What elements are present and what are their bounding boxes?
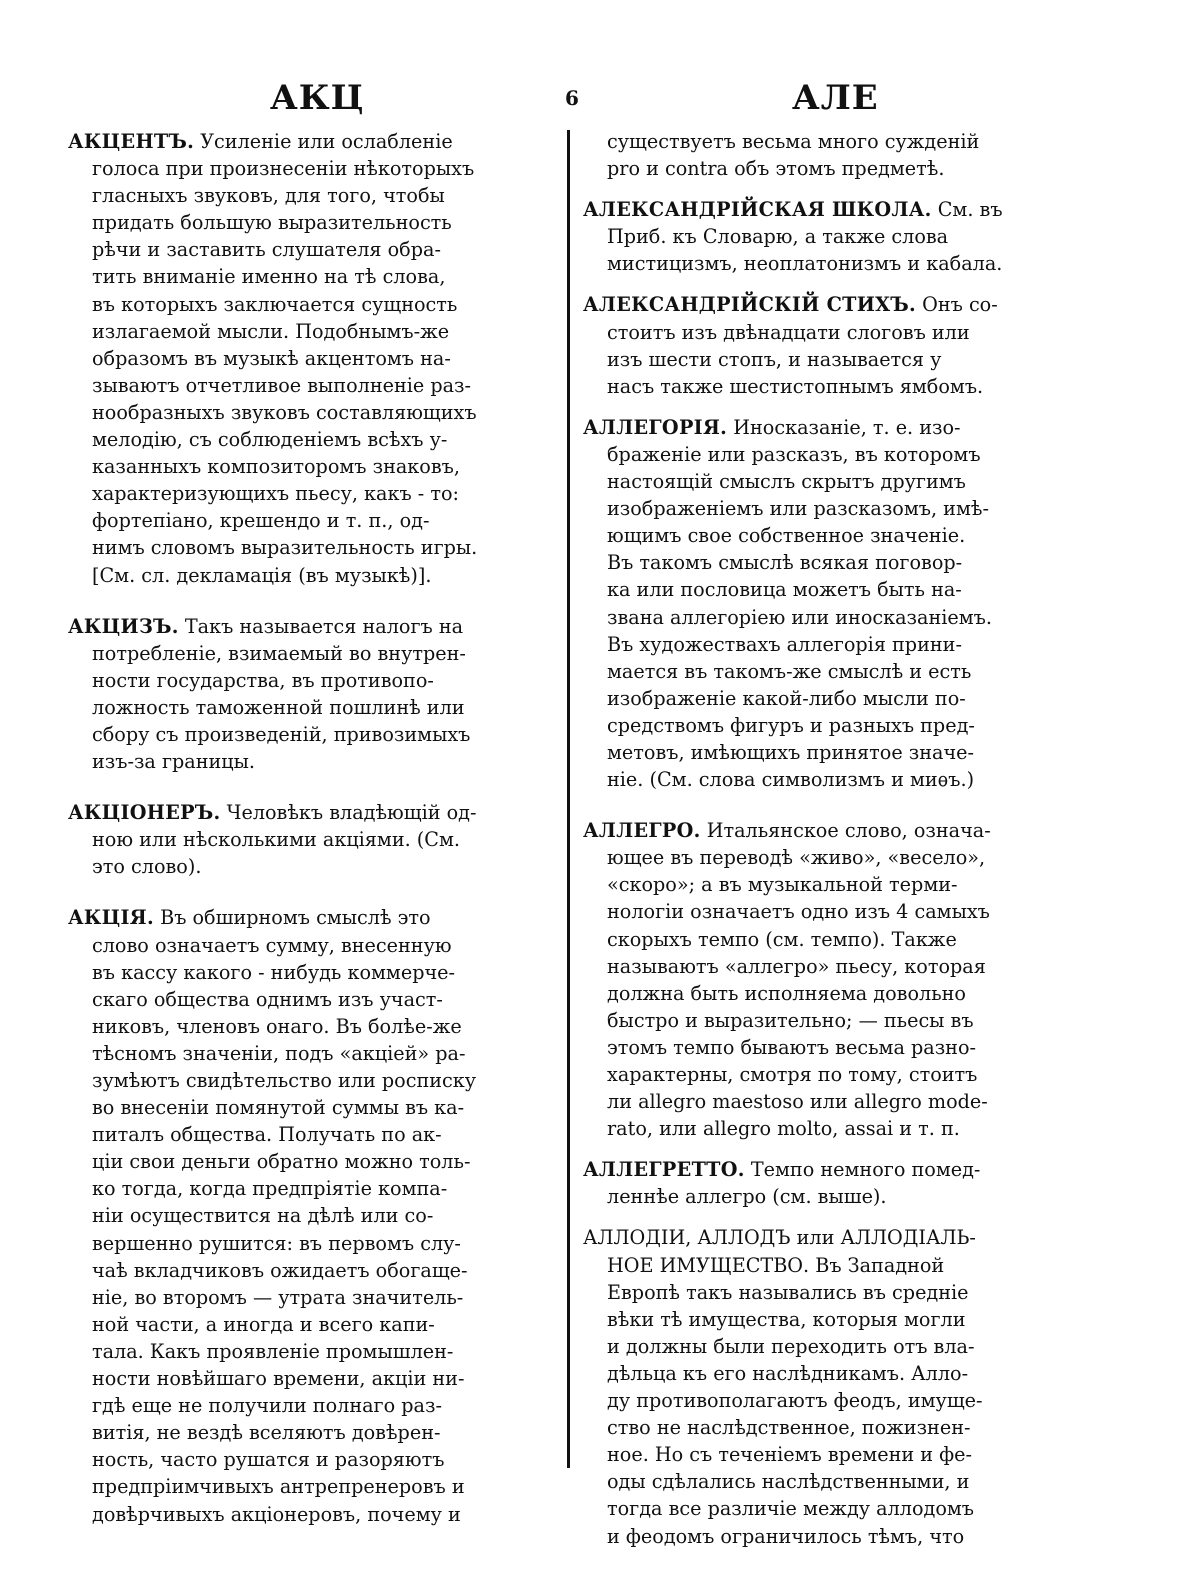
entry-line: настоящій смыслъ скрытъ другимъ	[607, 470, 966, 494]
entry-akciya	[68, 904, 558, 1527]
entry-line: насъ также шестистопнымъ ямбомъ.	[607, 374, 984, 398]
entry-line: АЛЛЕГРО. Итальянское слово, означа-	[583, 819, 991, 843]
entry-line: rato, или allegro molto, assai и т. п.	[607, 1117, 960, 1141]
entry-line: нологіи означаетъ одно изъ 4 самыхъ	[607, 900, 990, 924]
entry-line: АКЦИЗЪ. Такъ называется налогъ на	[68, 614, 464, 638]
entry-line: АКЦІОНЕРЪ. Человѣкъ владѣющій од-	[68, 801, 477, 825]
entry-line: тала. Какъ проявленіе промышлен-	[92, 1339, 454, 1363]
entry-akcent	[68, 128, 558, 589]
entry-line: изъ шести стопъ, и называется у	[607, 347, 942, 371]
entry-aleksandr-shkola	[583, 196, 1073, 277]
entry-line: скорыхъ темпо (см. темпо). Также	[607, 927, 957, 951]
entry-line: зумѣютъ свидѣтельство или росписку	[92, 1069, 477, 1092]
entry-line: вѣки тѣ имущества, которыя могли	[607, 1307, 966, 1331]
column-divider	[567, 130, 570, 1468]
entry-line: нимъ словомъ выразительность игры.	[92, 536, 478, 560]
entry-line: АЛЛОДІИ, АЛЛОДЪ или АЛЛОДІАЛЬ-	[583, 1226, 976, 1250]
entry-line: ли allegro maestoso или allegro mode-	[607, 1090, 988, 1114]
entry-line: излагаемой мысли. Подобнымъ-же	[92, 319, 450, 343]
entry-line: и феодомъ ограничилось тѣмъ, что	[607, 1524, 965, 1548]
entry-akcioner	[68, 799, 558, 880]
entry-line: Въ такомъ смыслѣ всякая поговор-	[607, 551, 963, 575]
entry-line: звана аллегоріею или иносказаніемъ.	[607, 605, 992, 629]
entry-line: гдѣ еще не получили полнаго раз-	[92, 1394, 442, 1418]
entry-line: Европѣ такъ назывались въ средніе	[607, 1280, 969, 1304]
entry-line: быстро и выразительно; — пьесы въ	[607, 1008, 974, 1032]
entry-line: [См. сл. декламація (въ музыкѣ)].	[92, 563, 432, 587]
entry-line: мается въ такомъ-же смыслѣ и есть	[607, 659, 972, 683]
running-head-right: АЛЕ	[792, 78, 879, 118]
right-column	[583, 128, 1073, 1550]
entry-line: ніе, во второмъ — утрата значитель-	[92, 1285, 464, 1309]
entry-line: «скоро»; а въ музыкальной терми-	[607, 873, 958, 897]
entry-line: называютъ «аллегро» пьесу, которая	[607, 954, 986, 978]
entry-line: ность, часто рушатся и разоряютъ	[92, 1448, 445, 1472]
entry-line: тить вниманіе именно на тѣ слова,	[92, 265, 446, 289]
entry-line: ющимъ свое собственное значеніе.	[607, 524, 966, 548]
entry-line: зываютъ отчетливое выполненіе раз-	[92, 373, 472, 397]
entry-line: АКЦІЯ. Въ обширномъ смыслѣ это	[68, 906, 431, 930]
headword: АЛЕКСАНДРІЙСКІЙ СТИХЪ.	[583, 293, 917, 317]
entry-line: pro и contra объ этомъ предметѣ.	[607, 157, 945, 181]
entry-line: оды сдѣлались наслѣдственными, и	[607, 1470, 970, 1494]
entry-line: потребленіе, взимаемый во внутрен-	[92, 641, 466, 665]
entry-line: предпріимчивыхъ антрепренеровъ и	[92, 1475, 465, 1499]
entry-line: тогда все различіе между аллодомъ	[607, 1497, 975, 1521]
headword: АЛЛЕГРЕТТО.	[583, 1158, 745, 1182]
entry-line: метовъ, имѣющихъ принятое значе-	[607, 740, 974, 764]
running-head-left: АКЦ	[270, 78, 365, 118]
entry-line: слово означаетъ сумму, внесенную	[92, 933, 452, 957]
entry-line: ности новѣйшаго времени, акціи ни-	[92, 1367, 465, 1391]
entry-line: характерны, смотря по тому, стоитъ	[607, 1063, 978, 1086]
entry-line: мистицизмъ, неоплатонизмъ и кабала.	[607, 252, 1003, 276]
entry-allegretto	[583, 1156, 1073, 1210]
entry-line: это слово).	[92, 855, 202, 879]
entry-line: АЛЕКСАНДРІЙСКАЯ ШКОЛА. См. въ	[583, 198, 1003, 222]
entry-allegro	[583, 817, 1073, 1142]
entry-line: стоитъ изъ двѣнадцати слоговъ или	[607, 320, 970, 344]
entry-line: существуетъ весьма много сужденій	[607, 130, 980, 153]
entry-line: ко тогда, когда предпріятіе компа-	[92, 1177, 448, 1201]
entry-line: и должны были переходить отъ вла-	[607, 1334, 975, 1358]
entry-line: въ кассу какого - нибудь коммерче-	[92, 960, 456, 984]
headword: АЛЛЕГРО.	[583, 819, 701, 843]
entry-line: изображеніемъ или разсказомъ, имѣ-	[607, 497, 989, 521]
entry-line: изъ-за границы.	[92, 750, 256, 774]
entry-allegoriya	[583, 414, 1073, 793]
entry-line: НОЕ ИМУЩЕСТВО. Въ Западной	[607, 1253, 945, 1277]
headword: АКЦИЗЪ.	[68, 614, 179, 638]
entry-line: Въ художествахъ аллегорія прини-	[607, 632, 962, 656]
entry-akciz	[68, 613, 558, 776]
entry-line: должна быть исполняема довольно	[607, 981, 966, 1005]
entry-line: образомъ въ музыкѣ акцентомъ на-	[92, 346, 451, 370]
left-column	[68, 128, 558, 1528]
entry-line: витія, не вездѣ вселяютъ довѣрен-	[92, 1421, 441, 1445]
entry-line: ною или нѣсколькими акціями. (См.	[92, 828, 461, 852]
entry-line: рѣчи и заставить слушателя обра-	[92, 238, 441, 262]
entry-line: довѣрчивыхъ акціонеровъ, почему и	[92, 1502, 461, 1526]
entry-line: никовъ, членовъ онаго. Въ болѣе-же	[92, 1014, 462, 1038]
page-number: 6	[565, 86, 580, 110]
entry-line: ціи свои деньги обратно можно толь-	[92, 1150, 471, 1174]
entry-line: тѣсномъ значеніи, подъ «акціей» ра-	[92, 1041, 466, 1065]
entry-line: характеризующихъ пьесу, какъ - то:	[92, 482, 459, 506]
entry-line: чаѣ вкладчиковъ ожидаетъ обогаще-	[92, 1258, 468, 1282]
entry-line: мелодію, съ соблюденіемъ всѣхъ у-	[92, 428, 448, 452]
entry-line: гласныхъ звуковъ, для того, чтобы	[92, 184, 445, 208]
entry-line: скаго общества однимъ изъ участ-	[92, 987, 443, 1011]
entry-line: изображеніе какой-либо мысли по-	[607, 686, 966, 710]
entry-line: АЛЛЕГРЕТТО. Темпо немного помед-	[583, 1158, 981, 1182]
headword: АЛЕКСАНДРІЙСКАЯ ШКОЛА.	[583, 198, 932, 222]
entry-line: сбору съ произведеній, привозимыхъ	[92, 722, 471, 746]
entry-continuation	[583, 128, 1073, 182]
entry-line: казанныхъ композиторомъ знаковъ,	[92, 455, 460, 479]
entry-line: АЛЕКСАНДРІЙСКІЙ СТИХЪ. Онъ со-	[583, 293, 998, 317]
entry-line: этомъ темпо бываютъ весьма разно-	[607, 1035, 976, 1059]
entry-line: браженіе или разсказъ, въ которомъ	[607, 442, 981, 466]
entry-line: придать большую выразительность	[92, 211, 452, 235]
entry-line: ка или пословица можетъ быть на-	[607, 578, 962, 602]
entry-line: вершенно рушится: въ первомъ слу-	[92, 1231, 461, 1255]
headword: АЛЛЕГОРІЯ.	[583, 415, 728, 439]
entry-line: питалъ общества. Получать по ак-	[92, 1123, 442, 1147]
headword: АКЦЕНТЪ.	[68, 130, 195, 153]
entry-line: ющее въ переводѣ «живо», «весело»,	[607, 846, 986, 870]
headword: АКЦІОНЕРЪ.	[68, 801, 221, 825]
entry-line: ство не наслѣдственное, пожизнен-	[607, 1416, 971, 1440]
entry-line: средствомъ фигуръ и разныхъ пред-	[607, 713, 975, 737]
entry-line: нообразныхъ звуковъ составляющихъ	[92, 400, 477, 424]
entry-line: дѣльца къ его наслѣдникамъ. Алло-	[607, 1361, 969, 1385]
entry-line: Приб. къ Словарю, а также слова	[607, 225, 949, 249]
headword: АКЦІЯ.	[68, 906, 154, 930]
entry-line: ду противополагаютъ феодъ, имуще-	[607, 1389, 983, 1413]
entry-line: фортепіано, крешендо и т. п., од-	[92, 509, 430, 533]
entry-line: во внесеніи помянутой суммы въ ка-	[92, 1096, 465, 1120]
entry-line: АКЦЕНТЪ. Усиленіе или ослабленіе	[68, 130, 453, 153]
entry-allodii	[583, 1224, 1073, 1549]
entry-line: голоса при произнесеніи нѣкоторыхъ	[92, 157, 475, 181]
entry-line: АЛЛЕГОРІЯ. Иносказаніе, т. е. изо-	[583, 415, 961, 439]
entry-aleksandr-stikh	[583, 291, 1073, 399]
entry-line: ной части, а иногда и всего капи-	[92, 1312, 435, 1336]
entry-line: ложность таможенной пошлинѣ или	[92, 695, 465, 719]
entry-line: ніи осуществится на дѣлѣ или со-	[92, 1204, 434, 1228]
entry-line: ное. Но съ теченіемъ времени и фе-	[607, 1443, 972, 1467]
entry-line: леннѣе аллегро (см. выше).	[607, 1185, 887, 1209]
entry-line: въ которыхъ заключается сущность	[92, 292, 458, 316]
entry-line: ности государства, въ противопо-	[92, 668, 434, 692]
entry-line: ніе. (См. слова символизмъ и миѳъ.)	[607, 768, 975, 792]
